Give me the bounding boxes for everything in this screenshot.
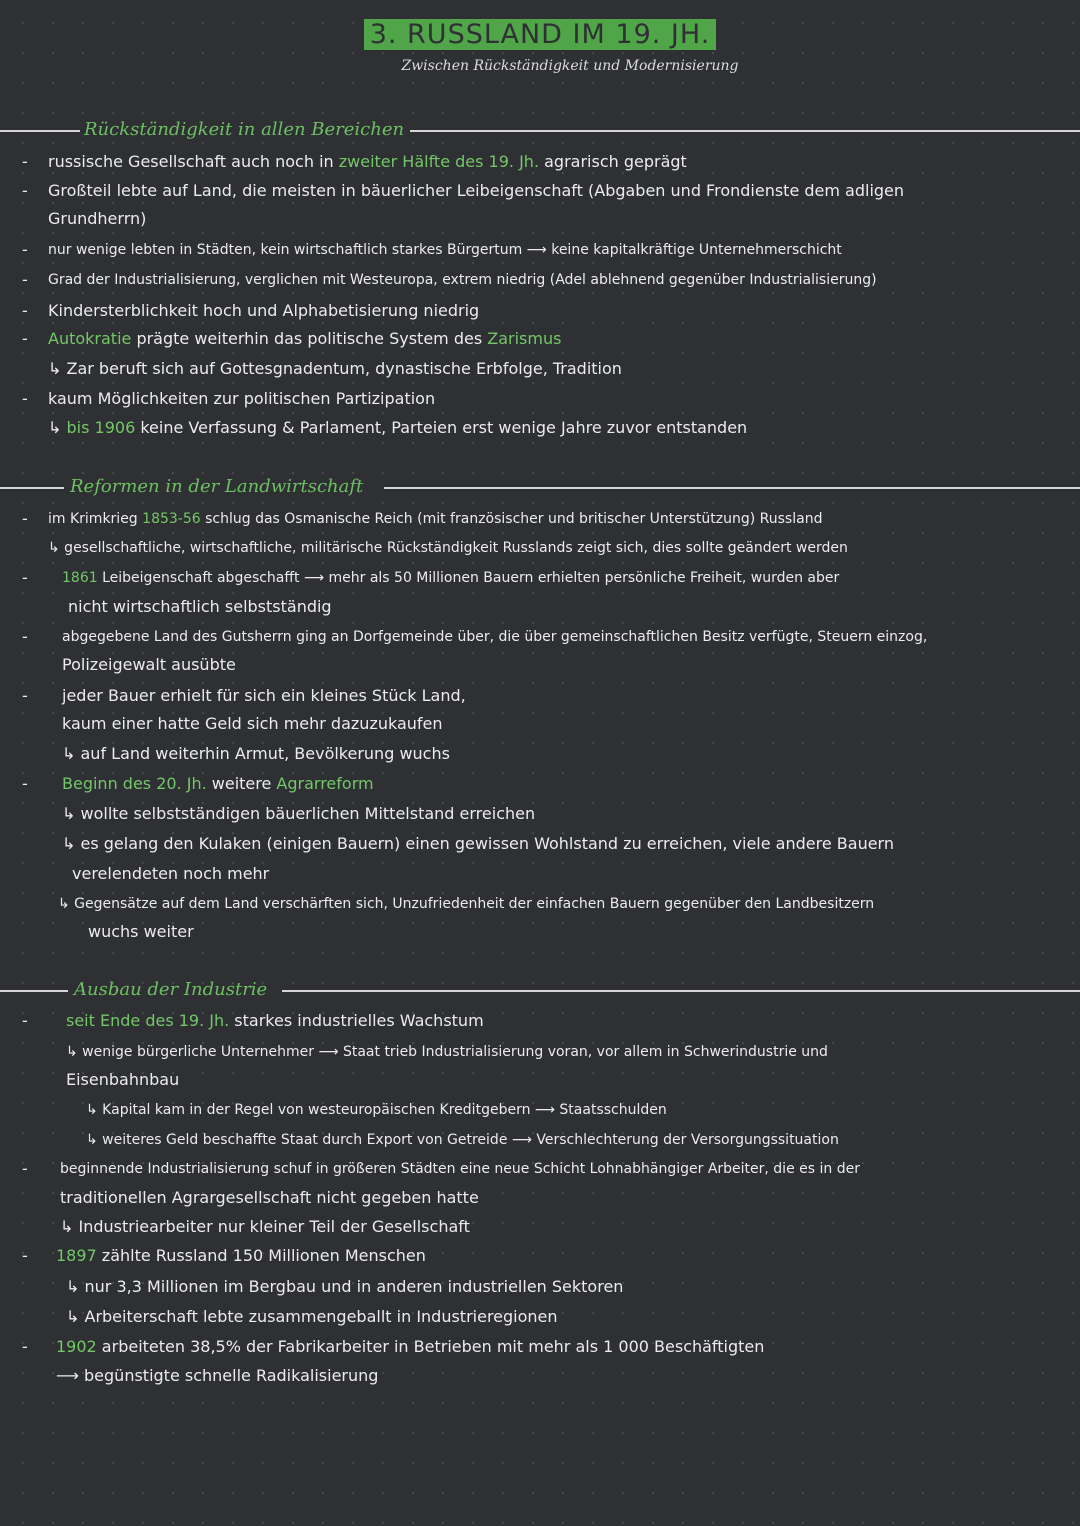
list-item: im Krimkrieg 1853-56 schlug das Osmanische Reich (mit französischer und britischer Unterstützung) Russland (48, 511, 823, 527)
list-item: jeder Bauer erhielt für sich ein kleines Stück Land, (62, 686, 466, 705)
list-item: Beginn des 20. Jh. weitere Agrarreform (62, 774, 374, 793)
list-item: ↳ Kapital kam in der Regel von westeuropäischen Kreditgebern ⟶ Staatsschulden (86, 1102, 667, 1118)
list-item: Autokratie prägte weiterhin das politische System des Zarismus (48, 329, 562, 348)
section-heading-rueckstaendigkeit: Rückständigkeit in allen Bereichen (0, 118, 1080, 142)
list-item: ⟶ begünstigte schnelle Radikalisierung (56, 1366, 379, 1385)
list-item: Eisenbahnbau (66, 1070, 180, 1089)
list-item: ↳ Gegensätze auf dem Land verschärften sich, Unzufriedenheit der einfachen Bauern gegenüber den Landbesitzern (58, 896, 875, 912)
list-item: Polizeigewalt ausübte (62, 655, 236, 674)
list-item: Kindersterblichkeit hoch und Alphabetisierung niedrig (48, 301, 480, 320)
list-item: kaum einer hatte Geld sich mehr dazuzukaufen (62, 714, 443, 733)
page-subtitle: Zwischen Rückständigkeit und Modernisierung (401, 58, 739, 74)
list-item: ↳ wenige bürgerliche Unternehmer ⟶ Staat trieb Industrialisierung voran, vor allem in Schwerindustrie und (66, 1044, 828, 1060)
list-item: russische Gesellschaft auch noch in zweiter Hälfte des 19. Jh. agrarisch geprägt (48, 152, 687, 171)
list-item: 1902 arbeiteten 38,5% der Fabrikarbeiter in Betrieben mit mehr als 1 000 Beschäftigten (56, 1337, 765, 1356)
list-item: verelendeten noch mehr (72, 864, 270, 883)
list-item: ↳ Industriearbeiter nur kleiner Teil der Gesellschaft (60, 1217, 470, 1236)
section-heading-landwirtschaft: Reformen in der Landwirtschaft (0, 475, 1080, 499)
list-item: ↳ es gelang den Kulaken (einigen Bauern) einen gewissen Wohlstand zu erreichen, viele andere Bauern (62, 834, 894, 853)
list-item: Grundherrn) (48, 209, 147, 228)
list-item: nicht wirtschaftlich selbstständig (68, 597, 332, 616)
list-item: ↳ wollte selbstständigen bäuerlichen Mittelstand erreichen (62, 804, 536, 823)
list-item: 1897 zählte Russland 150 Millionen Menschen (56, 1246, 426, 1265)
list-item: kaum Möglichkeiten zur politischen Partizipation (48, 389, 436, 408)
list-item: seit Ende des 19. Jh. starkes industrielles Wachstum (66, 1011, 484, 1030)
list-item: ↳ gesellschaftliche, wirtschaftliche, militärische Rückständigkeit Russlands zeigt sich, dies sollte geändert werden (48, 540, 848, 556)
list-item: ↳ nur 3,3 Millionen im Bergbau und in anderen industriellen Sektoren (66, 1277, 624, 1296)
section-heading-industrie: Ausbau der Industrie (0, 978, 1080, 1002)
list-item: wuchs weiter (88, 922, 194, 941)
list-item: nur wenige lebten in Städten, kein wirtschaftlich starkes Bürgertum ⟶ keine kapitalkräftige Unternehmerschicht (48, 242, 842, 258)
list-item: Großteil lebte auf Land, die meisten in bäuerlicher Leibeigenschaft (Abgaben und Frondienste dem adligen (48, 181, 905, 200)
list-item: beginnende Industrialisierung schuf in größeren Städten eine neue Schicht Lohnabhängiger Arbeiter, die es in der (60, 1161, 860, 1177)
list-item: abgegebene Land des Gutsherrn ging an Dorfgemeinde über, die über gemeinschaftlichen Besitz verfügte, Steuern einzog, (62, 629, 928, 645)
list-item: ↳ auf Land weiterhin Armut, Bevölkerung wuchs (62, 744, 450, 763)
list-item: ↳ bis 1906 keine Verfassung & Parlament, Parteien erst wenige Jahre zuvor entstanden (48, 418, 748, 437)
list-item: 1861 Leibeigenschaft abgeschafft ⟶ mehr als 50 Millionen Bauern erhielten persönliche Freiheit, wurden aber (62, 570, 840, 586)
list-item: traditionellen Agrargesellschaft nicht gegeben hatte (60, 1188, 479, 1207)
page-title: 3. RUSSLAND IM 19. JH. (0, 18, 1080, 52)
list-item: Grad der Industrialisierung, verglichen mit Westeuropa, extrem niedrig (Adel ablehnend gegenüber Industrialisierung) (48, 272, 877, 288)
list-item: ↳ weiteres Geld beschaffte Staat durch Export von Getreide ⟶ Verschlechterung der Versorgungssituation (86, 1132, 839, 1148)
list-item: ↳ Arbeiterschaft lebte zusammengeballt in Industrieregionen (66, 1307, 558, 1326)
list-item: ↳ Zar beruft sich auf Gottesgnadentum, dynastische Erbfolge, Tradition (48, 359, 622, 378)
